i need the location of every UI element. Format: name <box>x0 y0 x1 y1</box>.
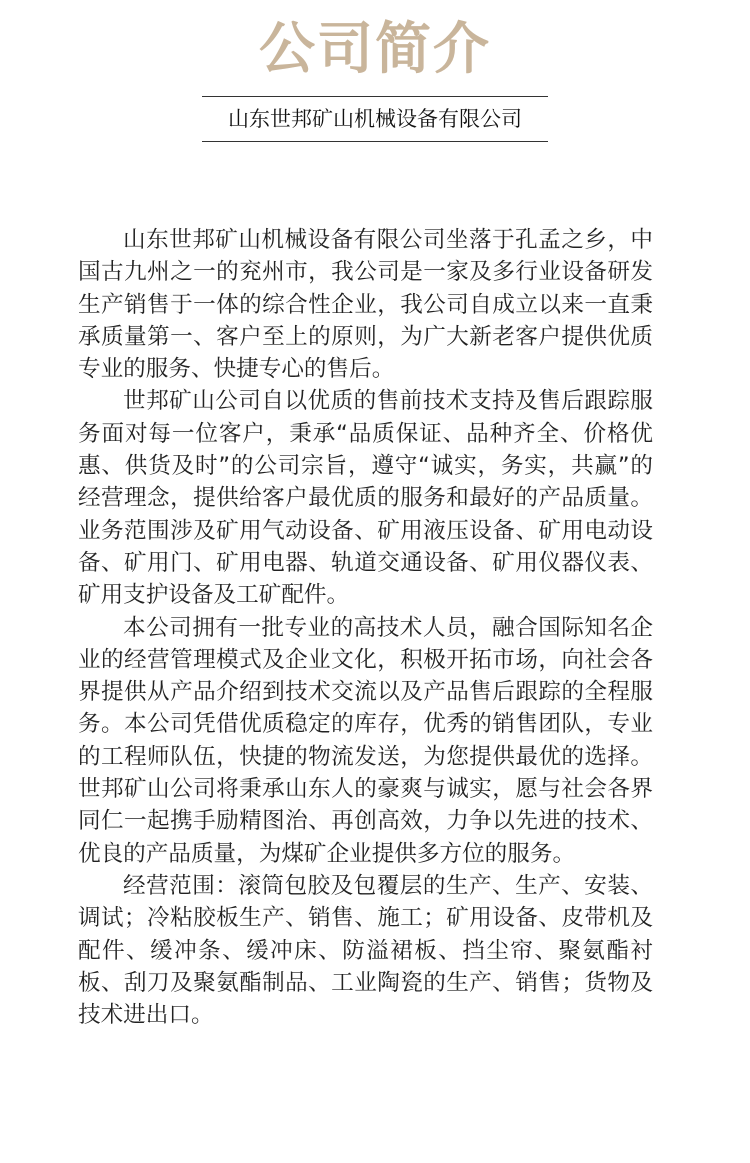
page-title: 公司简介 <box>259 16 491 82</box>
paragraph-overview: 山东世邦矿山机械设备有限公司坐落于孔孟之乡，中国古九州之一的兖州市，我公司是一家及多行业设备研发生产销售于一体的综合性企业，我公司自成立以来一直秉承质量第一、客户至上的原则，为广大新老客户提供优质专业的服务、快捷专心的售后。 <box>78 227 653 383</box>
paragraph-service: 世邦矿山公司自以优质的售前技术支持及售后跟踪服务面对每一位客户，秉承“品质保证、品种齐全、价格优惠、供货及时”的公司宗旨，遵守“诚实，务实，共赢”的经营理念，提供给客户最优质的服务和最好的产品质量。业务范围涉及矿用气动设备、矿用液压设备、矿用电动设备、矿用门、矿用电器、轨道交通设备、矿用仪器仪表、矿用支护设备及工矿配件。 <box>78 388 653 609</box>
top-divider <box>202 96 548 97</box>
company-name: 山东世邦矿山机械设备有限公司 <box>228 107 522 131</box>
company-introduction <box>78 224 653 1031</box>
paragraph-team: 本公司拥有一批专业的高技术人员，融合国际知名企业的经营管理模式及企业文化，积极开拓市场，向社会各界提供从产品介绍到技术交流以及产品售后跟踪的全程服务。本公司凭借优质稳定的库存，优秀的销售团队，专业的工程师队伍，快捷的物流发送，为您提供最优的选择。世邦矿山公司将秉承山东人的豪爽与诚实，愿与社会各界同仁一起携手励精图治、再创高效，力争以先进的技术、优良的产品质量，为煤矿企业提供多方位的服务。 <box>78 614 653 867</box>
paragraph-business-scope: 经营范围：滚筒包胶及包覆层的生产、生产、安装、调试；冷粘胶板生产、销售、施工；矿用设备、皮带机及配件、缓冲条、缓冲床、防溢裙板、挡尘帘、聚氨酯衬板、刮刀及聚氨酯制品、工业陶瓷的生产、销售；货物及技术进出口。 <box>78 872 653 1029</box>
bottom-divider <box>202 141 548 142</box>
